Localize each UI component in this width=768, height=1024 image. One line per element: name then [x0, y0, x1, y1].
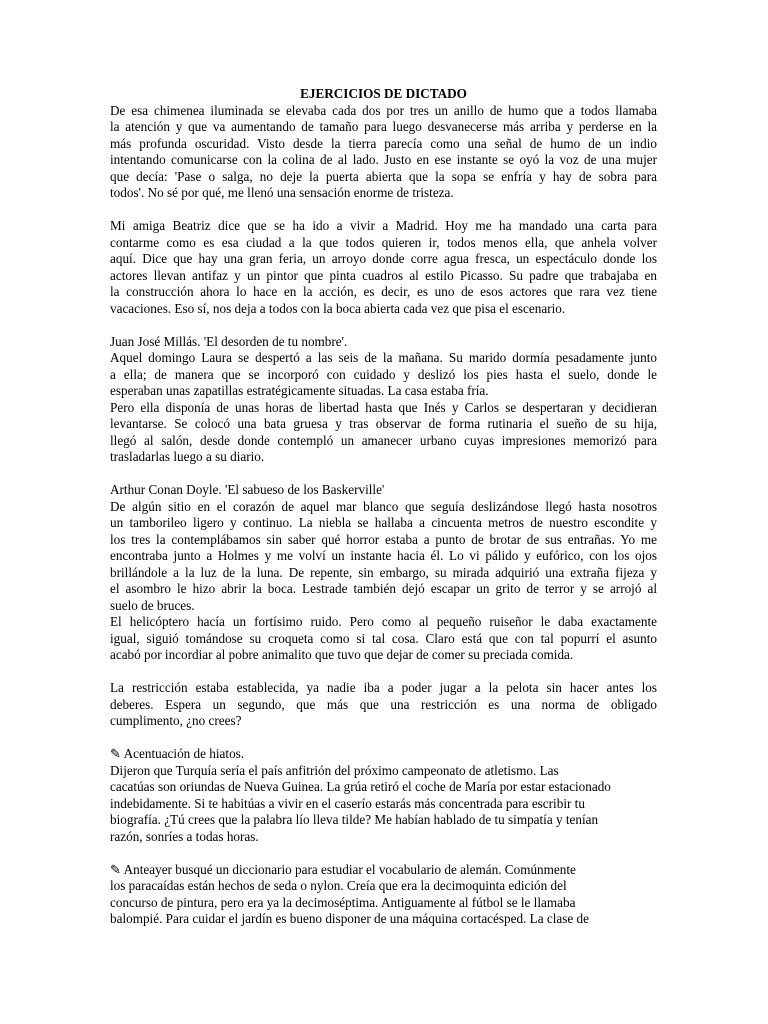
paragraph: [110, 482, 657, 664]
text-line: encontraba junto a Holmes y me volví un instante hacia él. Lo vi pálido y eufórico, con los ojos: [110, 548, 657, 563]
paragraph: [110, 218, 657, 317]
text-line: intentando comunicarse con la colina de al lado. Justo en ese instante se oyó la voz de una mujer: [110, 152, 657, 167]
text-line: igual, siguió tomándose su croqueta como si tal cosa. Claro está que con tal popurrí el asunto: [110, 630, 657, 646]
text-line: Mi amiga Beatriz dice que se ha ido a vivir a Madrid. Hoy me ha mandado una carta para: [110, 218, 657, 233]
text-line: De algún sitio en el corazón de aquel mar blanco que seguía deslizándose llegó hasta nosotros: [110, 498, 657, 514]
text-line: Juan José Millás. 'El desorden de tu nombre'.: [110, 333, 348, 349]
text-line: Dijeron que Turquía sería el país anfitrión del próximo campeonato de atletismo. Las: [110, 762, 559, 778]
text-line: vacaciones. Eso sí, nos deja a todos con la boca abierta cada vez que pisa el escenario.: [110, 300, 566, 316]
text-line: brillándole a la luz de la luna. De repente, sin embargo, su mirada adquirió una extraña fijeza y: [110, 564, 657, 580]
text-line: deberes. Espera un segundo, que más que una restricción es una norma de obligado: [110, 696, 657, 712]
text-line: que decía: 'Pase o salga, no deje la puerta abierta que la sopa se enfría y hay de sobra para: [110, 168, 657, 184]
text-line: ✎ Acentuación de hiatos.: [110, 746, 245, 761]
document-page: [110, 86, 657, 944]
text-line: contarme como es esa ciudad a la que todos quieren ir, todos menos ella, que anhela volver: [110, 234, 657, 250]
paragraph: [110, 746, 657, 845]
text-line: la atención y que va aumentando de tamaño para luego desvanecerse más arriba y perderse en la: [110, 119, 657, 134]
text-line: la construcción ahora lo hace en la acción, es decir, es uno de esos actores que rara vez tiene: [110, 284, 657, 299]
text-line: esperaban unas zapatillas estratégicamente situadas. La casa estaba fría.: [110, 383, 489, 398]
text-line: levantarse. Se colocó una bata gruesa y tras observar de forma rutinaria el sueño de su hija,: [110, 416, 657, 431]
text-line: Pero ella disponía de unas horas de libertad hasta que Inés y Carlos se despertaran y decidieran: [110, 399, 657, 415]
text-line: un tamborileo ligero y continuo. La niebla se hallaba a cincuenta metros de nuestro escondite y: [110, 515, 657, 530]
text-line: suelo de bruces.: [110, 597, 195, 613]
document-title: EJERCICIOS DE DICTADO: [300, 86, 467, 101]
text-line: aquí. Dice que hay una gran feria, un arroyo donde corre agua fresca, un espectáculo donde los: [110, 251, 657, 266]
text-line: todos'. No sé por qué, me llenó una sensación enorme de tristeza.: [110, 185, 454, 200]
text-line: a ella; de manera que se incorporó con cuidado y deslizó los pies hasta el suelo, donde le: [110, 366, 657, 382]
text-line: llegó al salón, desde donde contempló un amanecer urbano cuyas impresiones memorizó para: [110, 432, 657, 448]
paragraph: [110, 334, 657, 466]
text-line: concurso de pintura, pero era ya la decimoséptima. Antiguamente al fútbol se le llamaba: [110, 894, 576, 910]
text-line: Aquel domingo Laura se despertó a las seis de la mañana. Su marido dormía pesadamente junto: [110, 350, 657, 365]
text-line: La restricción estaba establecida, ya nadie iba a poder jugar a la pelota sin hacer antes los: [110, 680, 657, 695]
text-line: cumplimento, ¿no crees?: [110, 713, 242, 728]
text-line: acabó por incordiar al pobre animalito que tuvo que dejar de comer su preciada comida.: [110, 647, 574, 662]
text-line: El helicóptero hacía un fortísimo ruido. Pero como al pequeño ruiseñor le daba exactamente: [110, 614, 657, 629]
text-line: razón, sonríes a todas horas.: [110, 828, 259, 844]
paragraph: [110, 680, 657, 730]
text-line: actores llevan antifaz y un pintor que pinta cuadros al estilo Picasso. Su padre que trabajaba en: [110, 267, 657, 283]
document-body: [110, 103, 657, 928]
text-line: cacatúas son oriundas de Nueva Guinea. La grúa retiró el coche de María por estar estacionado: [110, 779, 611, 794]
text-line: balompié. Para cuidar el jardín es bueno disponer de una máquina cortacésped. La clase de: [110, 911, 589, 926]
text-line: indebidamente. Si te habitúas a vivir en el caserío estarás más concentrada para escribir tu: [110, 795, 585, 811]
text-line: los tres la contemplábamos sin saber qué horror estaba a punto de brotar de sus entrañas. Yo me: [110, 531, 657, 547]
text-line: el asombro le hizo abrir la boca. Lestrade también dejó escapar un grito de terror y se arrojó al: [110, 581, 657, 596]
text-line: De esa chimenea iluminada se elevaba cada dos por tres un anillo de humo que a todos llamaba: [110, 102, 657, 118]
text-line: biografía. ¿Tú crees que la palabra lío lleva tilde? Me habían hablado de tu simpatía y tenían: [110, 812, 599, 827]
text-line: trasladarlas luego a su diario.: [110, 449, 265, 464]
text-line: Arthur Conan Doyle. 'El sabueso de los Baskerville': [110, 482, 385, 497]
text-line: más profunda oscuridad. Visto desde la tierra parecía como una señal de humo de un indio: [110, 135, 657, 151]
paragraph: [110, 862, 657, 928]
text-line: ✎ Anteayer busqué un diccionario para estudiar el vocabulario de alemán. Comúnmente: [110, 861, 576, 877]
text-line: los paracaídas están hechos de seda o nylon. Creía que era la decimoquinta edición del: [110, 878, 567, 893]
paragraph: [110, 103, 657, 202]
